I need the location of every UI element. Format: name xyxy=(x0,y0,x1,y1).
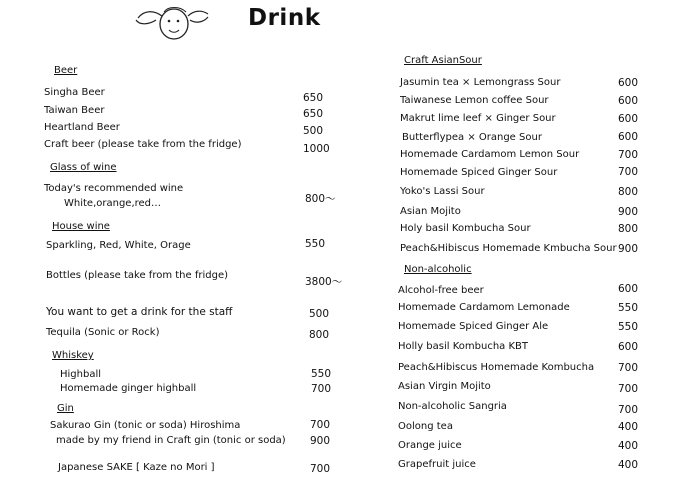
menu-item-price: 700 xyxy=(310,419,331,431)
menu-item-name: Tequila (Sonic or Rock) xyxy=(46,327,160,338)
menu-item-price: 400 xyxy=(618,459,639,471)
menu-item-name: Bottles (please take from the fridge) xyxy=(46,270,229,281)
menu-item-price: 550 xyxy=(305,238,326,250)
section-heading-non-alcoholic: Non-alcoholic xyxy=(404,264,472,275)
section-heading-craft-asian-sour: Craft AsianSour xyxy=(404,55,482,66)
menu-item-name: made by my friend in Craft gin (tonic or soda) xyxy=(56,435,286,446)
menu-item-price: 600 xyxy=(618,77,639,89)
menu-item-price: 650 xyxy=(303,108,324,120)
section-heading-beer: Beer xyxy=(54,65,78,76)
menu-item-name: Grapefruit juice xyxy=(398,459,476,470)
page-title: Drink xyxy=(248,5,321,31)
menu-item-name: Highball xyxy=(60,369,102,380)
menu-item-name: Butterflypea × Orange Sour xyxy=(402,132,542,143)
menu-item-price: 3800～ xyxy=(305,276,343,288)
section-heading-glass-of-wine: Glass of wine xyxy=(50,162,117,173)
menu-item-name: Craft beer (please take from the fridge) xyxy=(44,139,242,150)
menu-item-name: Yoko's Lassi Sour xyxy=(400,186,485,197)
menu-item-name: Homemade Spiced Ginger Ale xyxy=(398,321,549,332)
menu-item-price: 550 xyxy=(311,368,332,380)
menu-item-name: Sparkling, Red, White, Orage xyxy=(46,240,191,251)
section-heading-whiskey: Whiskey xyxy=(52,350,94,361)
menu-item-name: Oolong tea xyxy=(398,421,453,432)
menu-item-name: Peach&Hibiscus Homemade Kmbucha Sour xyxy=(400,243,617,254)
face-doodle-logo xyxy=(134,4,210,44)
menu-item-price: 800 xyxy=(618,186,639,198)
menu-item-name: Holly basil Kombucha KBT xyxy=(398,341,528,352)
menu-item-price: 800～ xyxy=(305,193,336,205)
menu-item-price: 500 xyxy=(303,125,324,137)
menu-item-price: 550 xyxy=(618,321,639,333)
menu-item-price: 700 xyxy=(618,404,639,416)
menu-item-price: 1000 xyxy=(303,143,330,155)
menu-item-price: 700 xyxy=(310,463,331,475)
menu-item-subtext: White,orange,red… xyxy=(64,198,162,209)
menu-item-price: 700 xyxy=(618,149,639,161)
menu-item-name: Makrut lime leef × Ginger Sour xyxy=(400,113,556,124)
menu-item-name: Alcohol-free beer xyxy=(398,285,484,296)
menu-item-price: 700 xyxy=(618,362,639,374)
menu-item-price: 600 xyxy=(618,341,639,353)
menu-item-name: Jasumin tea × Lemongrass Sour xyxy=(400,77,561,88)
menu-item-price: 600 xyxy=(618,131,639,143)
menu-item-price: 700 xyxy=(618,166,639,178)
menu-item-name: Taiwan Beer xyxy=(44,105,105,116)
menu-item-price: 600 xyxy=(618,283,639,295)
menu-item-name: Taiwanese Lemon coffee Sour xyxy=(400,95,549,106)
menu-item-name: Asian Virgin Mojito xyxy=(398,381,491,392)
menu-item-name: Japanese SAKE [ Kaze no Mori ] xyxy=(58,462,215,473)
menu-item-name: Today's recommended wine xyxy=(44,183,184,194)
menu-item-name: Homemade Spiced Ginger Sour xyxy=(400,167,558,178)
menu-item-price: 700 xyxy=(618,383,639,395)
menu-item-name: Homemade Cardamom Lemon Sour xyxy=(400,149,580,160)
menu-item-name: Singha Beer xyxy=(44,87,105,98)
menu-item-name: Non-alcoholic Sangria xyxy=(398,401,507,412)
menu-item-price: 400 xyxy=(618,440,639,452)
section-heading-house-wine: House wine xyxy=(52,221,110,232)
menu-item-name: Holy basil Kombucha Sour xyxy=(400,223,531,234)
menu-item-name: Peach&Hibiscus Homemade Kombucha xyxy=(398,362,595,373)
menu-item-name: Orange juice xyxy=(398,440,462,451)
menu-item-price: 900 xyxy=(310,435,331,447)
menu-item-price: 600 xyxy=(618,95,639,107)
section-heading-gin: Gin xyxy=(57,403,74,414)
menu-item-price: 800 xyxy=(618,223,639,235)
menu-item-name: Homemade ginger highball xyxy=(60,383,197,394)
menu-item-price: 900 xyxy=(618,243,639,255)
menu-item-name: Sakurao Gin (tonic or soda) Hiroshima xyxy=(50,420,241,431)
menu-item-price: 500 xyxy=(309,308,330,320)
menu-item-price: 700 xyxy=(311,383,332,395)
menu-item-price: 800 xyxy=(309,329,330,341)
menu-item-price: 600 xyxy=(618,113,639,125)
menu-item-name: Heartland Beer xyxy=(44,122,120,133)
menu-item-name: Homemade Cardamom Lemonade xyxy=(398,302,570,313)
menu-item-name: Asian Mojito xyxy=(400,206,461,217)
menu-item-name: You want to get a drink for the staff xyxy=(46,306,233,318)
menu-item-price: 650 xyxy=(303,92,324,104)
menu-item-price: 400 xyxy=(618,421,639,433)
menu-item-price: 550 xyxy=(618,302,639,314)
menu-item-price: 900 xyxy=(618,206,639,218)
